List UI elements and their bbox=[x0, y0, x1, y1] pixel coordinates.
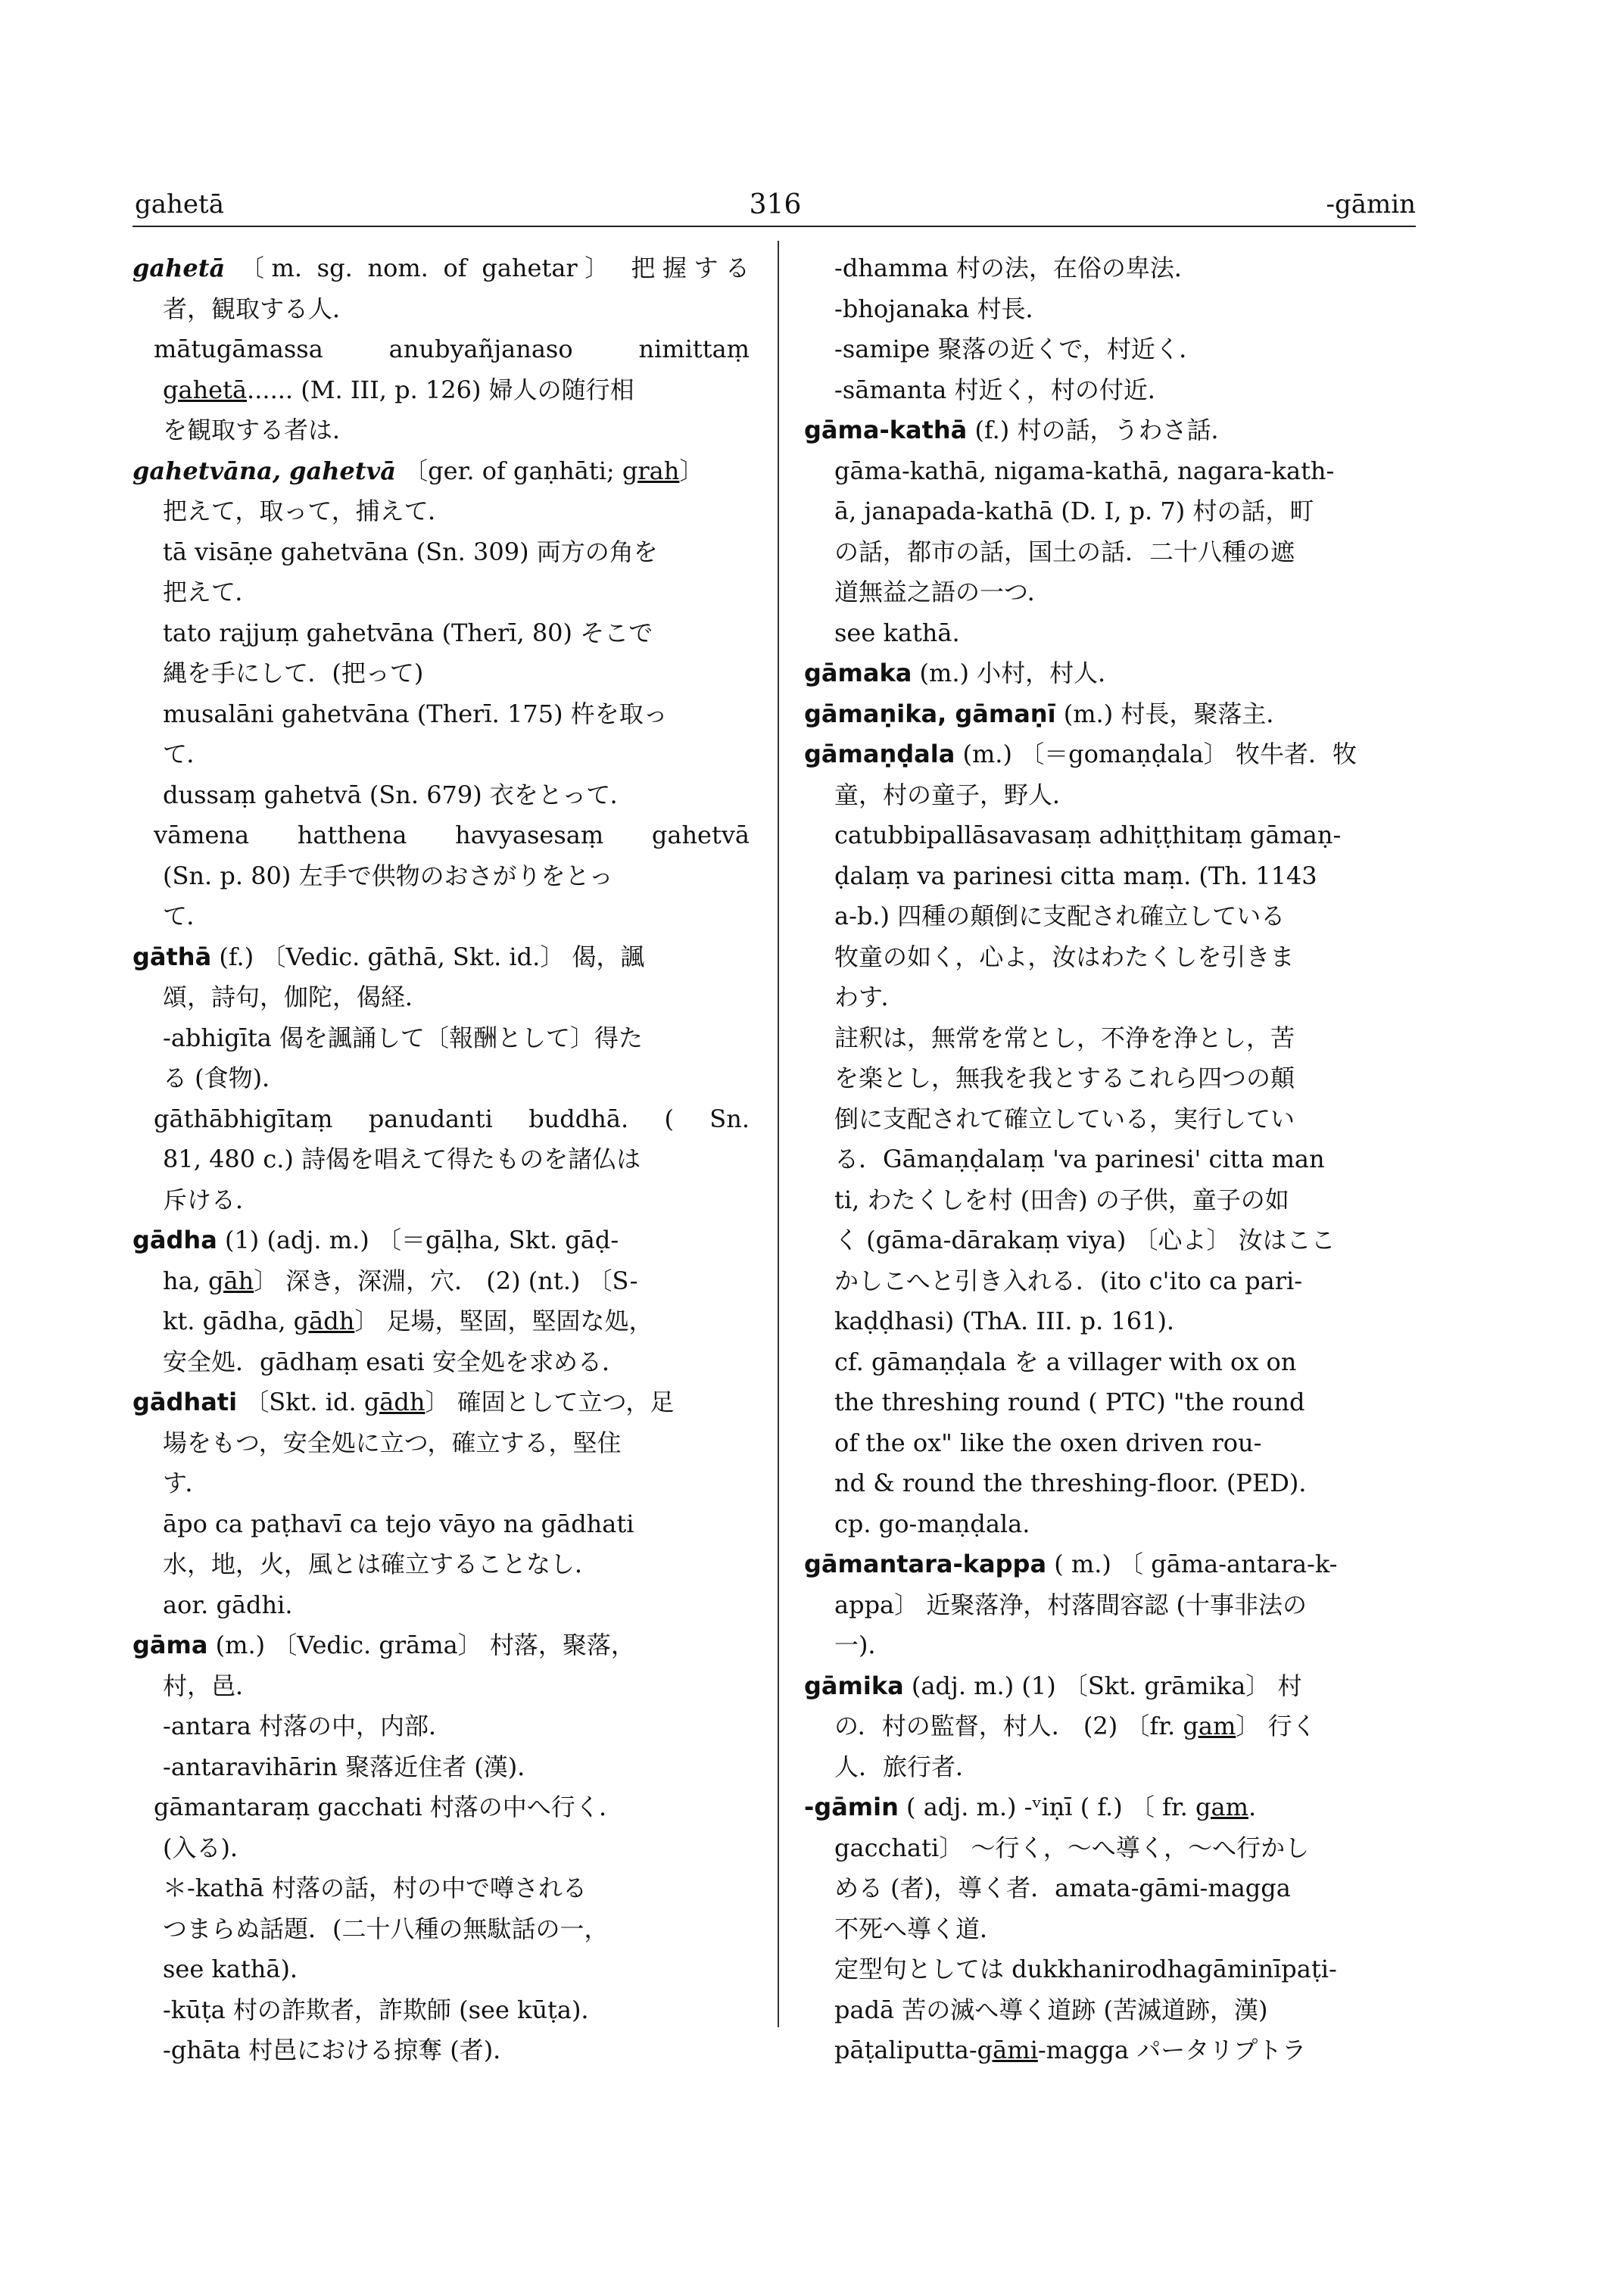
commentary-line: 倒に支配されて確立している，実行してい bbox=[834, 1104, 1295, 1133]
entry-line: ha, gāh〕 深き，深淵，穴． (2) (nt.) 〔S- bbox=[163, 1266, 638, 1295]
entry-line: 一)． bbox=[834, 1631, 893, 1659]
commentary-line: る．Gāmaṇḍalaṃ 'va parinesi' citta man bbox=[834, 1145, 1325, 1173]
note-line: the threshing round ( PTC) "the round bbox=[834, 1388, 1305, 1416]
example-line: 縄を手にして．(把って) bbox=[163, 659, 424, 687]
compound-line: -ghāta 村邑における掠奪 (者)． bbox=[163, 2036, 518, 2064]
example-line: て． bbox=[163, 740, 211, 768]
entry-line: 人．旅行者． bbox=[834, 1752, 980, 1781]
entry-line: gādha (1) (adj. m.) 〔＝gāḷha, Skt. gāḍ- bbox=[132, 1226, 619, 1254]
compound-line: see kathā)． bbox=[163, 1955, 314, 1983]
example-line: 道無益之語の一つ． bbox=[834, 578, 1052, 606]
entry-line: 把えて，取って，捕えて． bbox=[163, 497, 453, 525]
entry-line: gāmaṇḍala (m.) 〔＝gomaṇḍala〕 牧牛者．牧 bbox=[804, 740, 1357, 768]
example-line: 定型句としては dukkhanirodhagāminīpaṭi- bbox=[834, 1955, 1337, 1983]
entry-line: 者，観取する人． bbox=[163, 294, 357, 323]
entry-line: 村，邑． bbox=[163, 1671, 260, 1700]
example-line: 水，地，火，風とは確立することなし． bbox=[163, 1550, 600, 1578]
example-line: dussaṃ gahetvā (Sn. 679) 衣をとって． bbox=[163, 780, 634, 809]
headword: gāmika bbox=[804, 1671, 904, 1700]
example-line: mātugāmassa anubyañjanaso nimittaṃ bbox=[154, 335, 750, 363]
entry-line: gādhati 〔Skt. id. gādh〕 確固として立つ，足 bbox=[132, 1388, 675, 1416]
commentary-line: く (gāma-dārakaṃ viya) 〔心よ〕 汝はここ bbox=[834, 1226, 1336, 1254]
entry-line: -abhigīta 偈を諷誦して〔報酬として〕得た bbox=[163, 1023, 644, 1052]
commentary-line: kaḍḍhasi) (ThA. III. p. 161)． bbox=[834, 1307, 1191, 1335]
entry-line: kt. gādha, gādh〕 足場，堅固，堅固な処， bbox=[163, 1307, 653, 1335]
headword: gāmaṇḍala bbox=[804, 740, 955, 768]
example-line: pāṭaliputta-gāmi-magga パータリプトラ bbox=[834, 2036, 1307, 2064]
commentary-line: 註釈は，無常を常とし，不浄を浄とし，苦 bbox=[834, 1023, 1295, 1052]
headword: gāmaka bbox=[804, 659, 912, 687]
entry-line: める (者)，導く者．amata-gāmi-magga bbox=[834, 1874, 1291, 1902]
entry-line: appa〕 近聚落浄，村落間容認 (十事非法の bbox=[834, 1590, 1307, 1619]
compound-line: -bhojanaka 村長． bbox=[834, 294, 1050, 323]
example-line: 81, 480 c.) 詩偈を唱えて得たものを諸仏は bbox=[163, 1145, 641, 1173]
entry-line: gahetvāna, gahetvā 〔ger. of gaṇhāti; grah〕 bbox=[132, 456, 704, 485]
header-last-entry: -gāmin bbox=[1326, 189, 1416, 220]
entry-line: gāthā (f.) 〔Vedic. gāthā, Skt. id.〕 偈，諷 bbox=[132, 942, 645, 971]
example-line: vāmena hatthena havyasesaṃ gahetvā bbox=[154, 821, 750, 849]
example-line: わす． bbox=[834, 983, 906, 1011]
compound-line: ＊-kathā 村落の話，村の中で噂される bbox=[163, 1874, 588, 1902]
entry-line: 安全処．gādhaṃ esati 安全処を求める． bbox=[163, 1347, 626, 1376]
entry-line: -gāmin ( adj. m.) -ᵛiṇī ( f.) 〔 fr. gam. bbox=[804, 1793, 1257, 1821]
entry-line: gāmantara-kappa ( m.) 〔 gāma-antara-k- bbox=[804, 1550, 1338, 1578]
entry-line: る (食物)． bbox=[163, 1064, 287, 1092]
commentary-line: を楽とし，無我を我とするこれら四つの顛 bbox=[834, 1064, 1295, 1092]
entry-line: 不死へ導く道． bbox=[834, 1914, 1005, 1943]
example-line: āpo ca paṭhavī ca tejo vāyo na gādhati bbox=[163, 1509, 634, 1538]
example-line: aor. gādhi. bbox=[163, 1590, 293, 1619]
entry-line: 場をもつ，安全処に立つ，確立する，堅住 bbox=[163, 1428, 622, 1457]
headword: gāmantara-kappa bbox=[804, 1550, 1047, 1578]
cross-reference: see kathā. bbox=[834, 618, 960, 647]
example-line: gāthābhigītaṃ panudanti buddhā. ( Sn. bbox=[154, 1104, 750, 1133]
entry-line: gāmaka (m.) 小村，村人． bbox=[804, 659, 1123, 687]
example-line: (Sn. p. 80) 左手で供物のおさがりをとっ bbox=[163, 861, 613, 890]
page-number: 316 bbox=[749, 189, 802, 220]
headword: gāma bbox=[132, 1631, 208, 1659]
example-line: (入る)． bbox=[163, 1833, 254, 1862]
compound-line: -sāmanta 村近く，村の付近． bbox=[834, 375, 1172, 404]
compound-line: -kūṭa 村の詐欺者，詐欺師 (see kūṭa)． bbox=[163, 1995, 606, 2024]
headword: gahetā bbox=[132, 254, 226, 282]
entry-line: gāmaṇika, gāmaṇī (m.) 村長，聚落主． bbox=[804, 699, 1291, 728]
example-line: 斥ける． bbox=[163, 1185, 260, 1214]
cross-reference: cp. go-maṇḍala. bbox=[834, 1509, 1030, 1538]
entry-line: の．村の監督，村人． (2) 〔fr. gam〕 行く bbox=[834, 1712, 1317, 1740]
right-column bbox=[804, 248, 1417, 2071]
example-line: ā, janapada-kathā (D. I, p. 7) 村の話，町 bbox=[834, 497, 1314, 525]
example-line: musalāni gahetvāna (Therī. 175) 杵を取っ bbox=[163, 699, 668, 728]
entry-line: す． bbox=[163, 1469, 210, 1497]
entry-line: 童，村の童子，野人． bbox=[834, 780, 1077, 809]
column-divider bbox=[778, 241, 779, 2027]
compound-line: -samipe 聚落の近くで，村近く． bbox=[834, 335, 1204, 363]
example-line: 把えて． bbox=[163, 578, 260, 606]
entry-line: gāma (m.) 〔Vedic. grāma〕 村落，聚落， bbox=[132, 1631, 635, 1659]
entry-line: 頌，詩句，伽陀，偈経． bbox=[163, 983, 430, 1011]
header-first-entry: gahetā bbox=[135, 189, 224, 220]
example-line: gāmantaraṃ gacchati 村落の中へ行く． bbox=[154, 1793, 624, 1821]
note-line: of the ox" like the oxen driven rou- bbox=[834, 1428, 1262, 1457]
example-line: tato rajjuṃ gahetvāna (Therī, 80) そこで bbox=[163, 618, 653, 647]
compound-line: -antara 村落の中，内部． bbox=[163, 1712, 453, 1740]
entry-line: gāma-kathā (f.) 村の話，うわさ話． bbox=[804, 416, 1236, 444]
entry-line: gāmika (adj. m.) (1) 〔Skt. grāmika〕 村 bbox=[804, 1671, 1302, 1700]
headword: gāthā bbox=[132, 942, 212, 971]
headword: gāmaṇika, gāmaṇī bbox=[804, 699, 1056, 728]
example-line: tā visāṇe gahetvāna (Sn. 309) 両方の角を bbox=[163, 537, 658, 566]
page-header bbox=[135, 189, 1416, 227]
commentary-line: ti, わたくしを村 (田舎) の子供，童子の如 bbox=[834, 1185, 1289, 1214]
example-line: を観取する者は． bbox=[163, 416, 357, 444]
example-line: 牧童の如く，心よ，汝はわたくしを引きま bbox=[834, 942, 1295, 971]
headword: -gāmin bbox=[804, 1793, 899, 1821]
example-line: て． bbox=[163, 902, 211, 930]
entry-line: gahetā 〔m. sg. nom. of gahetar〕 把握する bbox=[132, 254, 750, 282]
compound-line: -antaravihārin 聚落近住者 (漢)． bbox=[163, 1752, 542, 1781]
example-line: padā 苦の滅へ導く道跡 (苦滅道跡，漢) bbox=[834, 1995, 1268, 2024]
example-line: gāma-kathā, nigama-kathā, nagara-kath- bbox=[834, 456, 1335, 485]
example-line: の話，都市の話，国土の話．二十八種の遮 bbox=[834, 537, 1295, 566]
commentary-line: かしこへと引き入れる．(ito c'ito ca pari- bbox=[834, 1266, 1303, 1295]
entry-line: gacchati〕 ～行く，～へ導く，～へ行かし bbox=[834, 1833, 1310, 1862]
example-line: gahetā...... (M. III, p. 126) 婦人の随行相 bbox=[163, 375, 634, 404]
example-line: catubbipallāsavasaṃ adhiṭṭhitaṃ gāmaṇ- bbox=[834, 821, 1342, 849]
headword: gāma-kathā bbox=[804, 416, 968, 444]
note-line: cf. gāmaṇḍala を a villager with ox on bbox=[834, 1347, 1297, 1376]
headword: gādhati bbox=[132, 1388, 238, 1416]
note-line: nd & round the threshing-floor. (PED)． bbox=[834, 1469, 1323, 1497]
left-column bbox=[132, 248, 750, 2071]
headword: gahetvāna, gahetvā bbox=[132, 456, 396, 485]
header-rule bbox=[132, 226, 1416, 227]
compound-line: つまらぬ話題．(二十八種の無駄話の一， bbox=[163, 1914, 609, 1943]
compound-line: -dhamma 村の法，在俗の卑法． bbox=[834, 254, 1199, 282]
example-line: a-b.) 四種の顛倒に支配され確立している bbox=[834, 902, 1286, 930]
example-line: ḍalaṃ va parinesi citta maṃ. (Th. 1143 bbox=[834, 861, 1317, 890]
headword: gādha bbox=[132, 1226, 217, 1254]
